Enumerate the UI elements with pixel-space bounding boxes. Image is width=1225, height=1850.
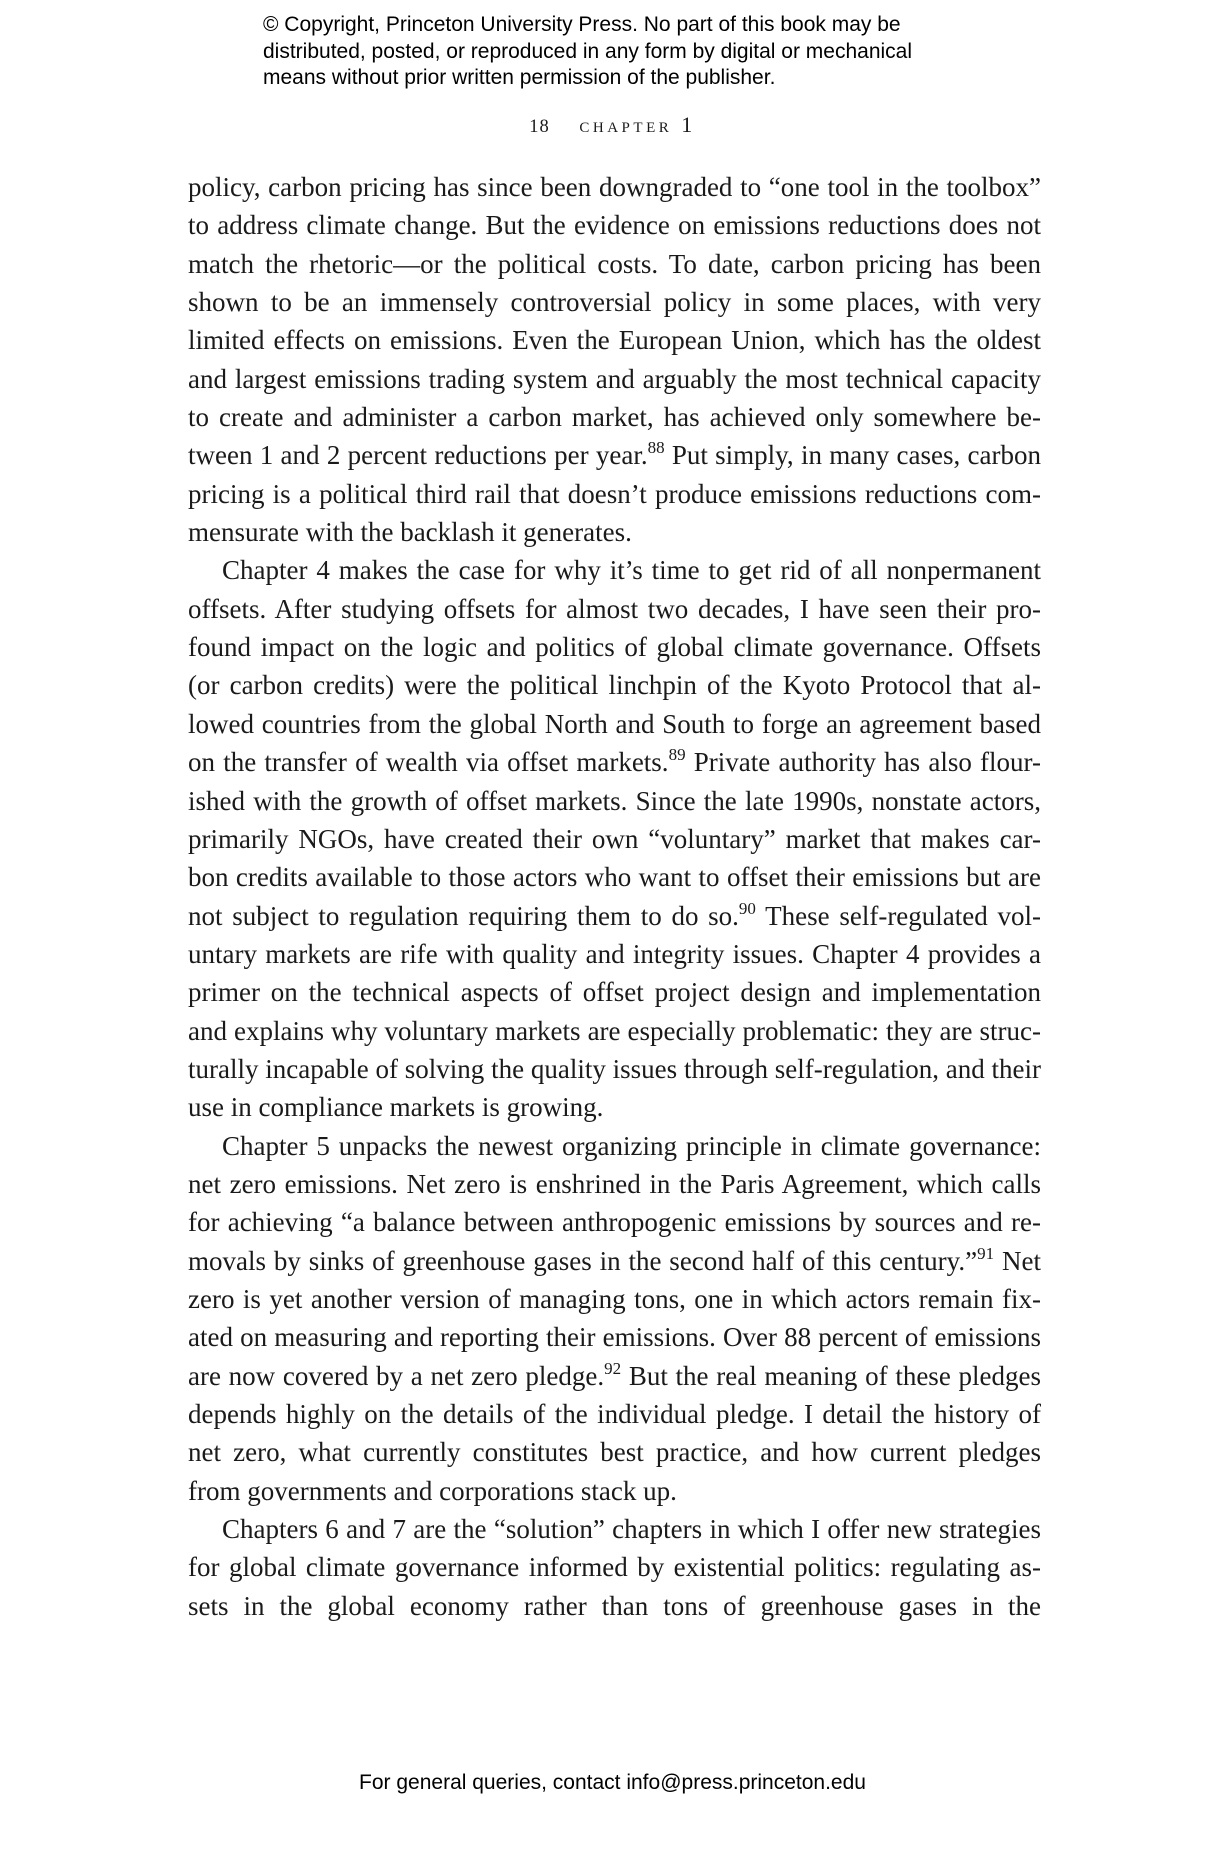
text-line: policy, carbon pricing has since been downgraded to “one tool in the toolbox” bbox=[188, 172, 1041, 202]
footnote-marker: 90 bbox=[738, 898, 756, 918]
copyright-notice bbox=[263, 12, 983, 92]
running-head bbox=[0, 112, 1225, 138]
text-segment: These self-regulated vol- bbox=[755, 900, 1041, 931]
text-line: to create and administer a carbon market, has achieved only somewhere be- bbox=[188, 402, 1041, 433]
copyright-line: © Copyright, Princeton University Press. No part of this book may be bbox=[263, 13, 901, 36]
text-line: (or carbon credits) were the political linchpin of the Kyoto Protocol that al- bbox=[188, 670, 1041, 701]
text-line: primer on the technical aspects of offset project design and implementation bbox=[188, 977, 1041, 1008]
footnote-marker: 91 bbox=[977, 1243, 995, 1263]
footnote-marker: 92 bbox=[604, 1358, 622, 1378]
text-line: Chapter 4 makes the case for why it’s time to get rid of all nonpermanent bbox=[222, 555, 1041, 586]
text-line: from governments and corporations stack up. bbox=[188, 1475, 677, 1506]
text-line: to address climate change. But the evidence on emissions reductions does not bbox=[188, 210, 1041, 241]
footer-contact: For general queries, contact info@press.princeton.edu bbox=[359, 1771, 866, 1794]
text-segment: not subject to regulation requiring them to do so. bbox=[188, 900, 739, 931]
text-segment: Private authority has also flour- bbox=[685, 747, 1041, 778]
text-line: use in compliance markets is growing. bbox=[188, 1092, 604, 1123]
paragraph bbox=[188, 168, 1041, 551]
text-line: mensurate with the backlash it generates. bbox=[188, 517, 632, 548]
text-segment: Net bbox=[994, 1245, 1042, 1276]
paragraph bbox=[188, 551, 1041, 1126]
text-line bbox=[188, 1242, 1041, 1280]
text-segment: are now covered by a net zero pledge. bbox=[188, 1360, 605, 1391]
paragraph bbox=[188, 1127, 1041, 1510]
text-line: ated on measuring and reporting their emissions. Over 88 percent of emissions bbox=[188, 1322, 1041, 1353]
text-line: and largest emissions trading system and arguably the most technical capacity bbox=[188, 363, 1041, 394]
text-line: for achieving “a balance between anthropogenic emissions by sources and re- bbox=[188, 1207, 1041, 1238]
text-line bbox=[188, 436, 1041, 474]
text-line: match the rhetoric—or the political costs. To date, carbon pricing has been bbox=[188, 248, 1041, 279]
text-line: found impact on the logic and politics of global climate governance. Offsets bbox=[188, 632, 1041, 663]
text-line: shown to be an immensely controversial policy in some places, with very bbox=[188, 287, 1041, 318]
footnote-marker: 88 bbox=[647, 438, 665, 458]
text-line: Chapter 5 unpacks the newest organizing principle in climate governance: bbox=[222, 1130, 1041, 1161]
text-line: net zero, what currently constitutes best practice, and how current pledges bbox=[188, 1437, 1041, 1468]
text-segment: But the real meaning of these pledges bbox=[621, 1360, 1041, 1391]
text-segment: Put simply, in many cases, carbon bbox=[664, 440, 1041, 471]
text-line bbox=[188, 1357, 1041, 1395]
text-segment: tween 1 and 2 percent reductions per year. bbox=[188, 440, 648, 471]
body-text bbox=[188, 168, 1041, 1625]
text-line: lowed countries from the global North and South to forge an agreement based bbox=[188, 708, 1041, 739]
text-line: ished with the growth of offset markets. Since the late 1990s, nonstate actors, bbox=[188, 785, 1041, 816]
text-line bbox=[188, 897, 1041, 935]
page-number: 18 bbox=[529, 117, 550, 137]
text-line: for global climate governance informed by existential politics: regulating as- bbox=[188, 1552, 1041, 1583]
text-line: sets in the global economy rather than tons of greenhouse gases in the bbox=[188, 1590, 1041, 1621]
chapter-label: chapter 1 bbox=[579, 112, 696, 137]
text-line: limited effects on emissions. Even the European Union, which has the oldest bbox=[188, 325, 1041, 356]
text-line: and explains why voluntary markets are especially problematic: they are struc- bbox=[188, 1015, 1041, 1046]
text-line: pricing is a political third rail that doesn’t produce emissions reductions com- bbox=[188, 478, 1041, 509]
text-line: primarily NGOs, have created their own “voluntary” market that makes car- bbox=[188, 823, 1041, 854]
text-line: zero is yet another version of managing tons, one in which actors remain fix- bbox=[188, 1283, 1041, 1314]
copyright-line: distributed, posted, or reproduced in any form by digital or mechanical bbox=[263, 39, 913, 63]
paragraph bbox=[188, 1510, 1041, 1625]
footnote-marker: 89 bbox=[668, 745, 686, 765]
copyright-line: means without prior written permission of the publisher. bbox=[263, 66, 776, 89]
text-segment: on the transfer of wealth via offset markets. bbox=[188, 747, 669, 778]
text-line: net zero emissions. Net zero is enshrined in the Paris Agreement, which calls bbox=[188, 1168, 1041, 1199]
text-line: depends highly on the details of the individual pledge. I detail the history of bbox=[188, 1399, 1041, 1429]
text-line: Chapters 6 and 7 are the “solution” chapters in which I offer new strategies bbox=[222, 1514, 1041, 1545]
text-segment: movals by sinks of greenhouse gases in the second half of this century.” bbox=[188, 1245, 978, 1276]
text-line: untary markets are rife with quality and integrity issues. Chapter 4 provides a bbox=[188, 938, 1041, 969]
text-line bbox=[188, 743, 1041, 781]
text-line: turally incapable of solving the quality issues through self-regulation, and their bbox=[188, 1053, 1041, 1084]
text-line: bon credits available to those actors who want to offset their emissions but are bbox=[188, 862, 1041, 893]
text-line: offsets. After studying offsets for almost two decades, I have seen their pro- bbox=[188, 593, 1041, 624]
